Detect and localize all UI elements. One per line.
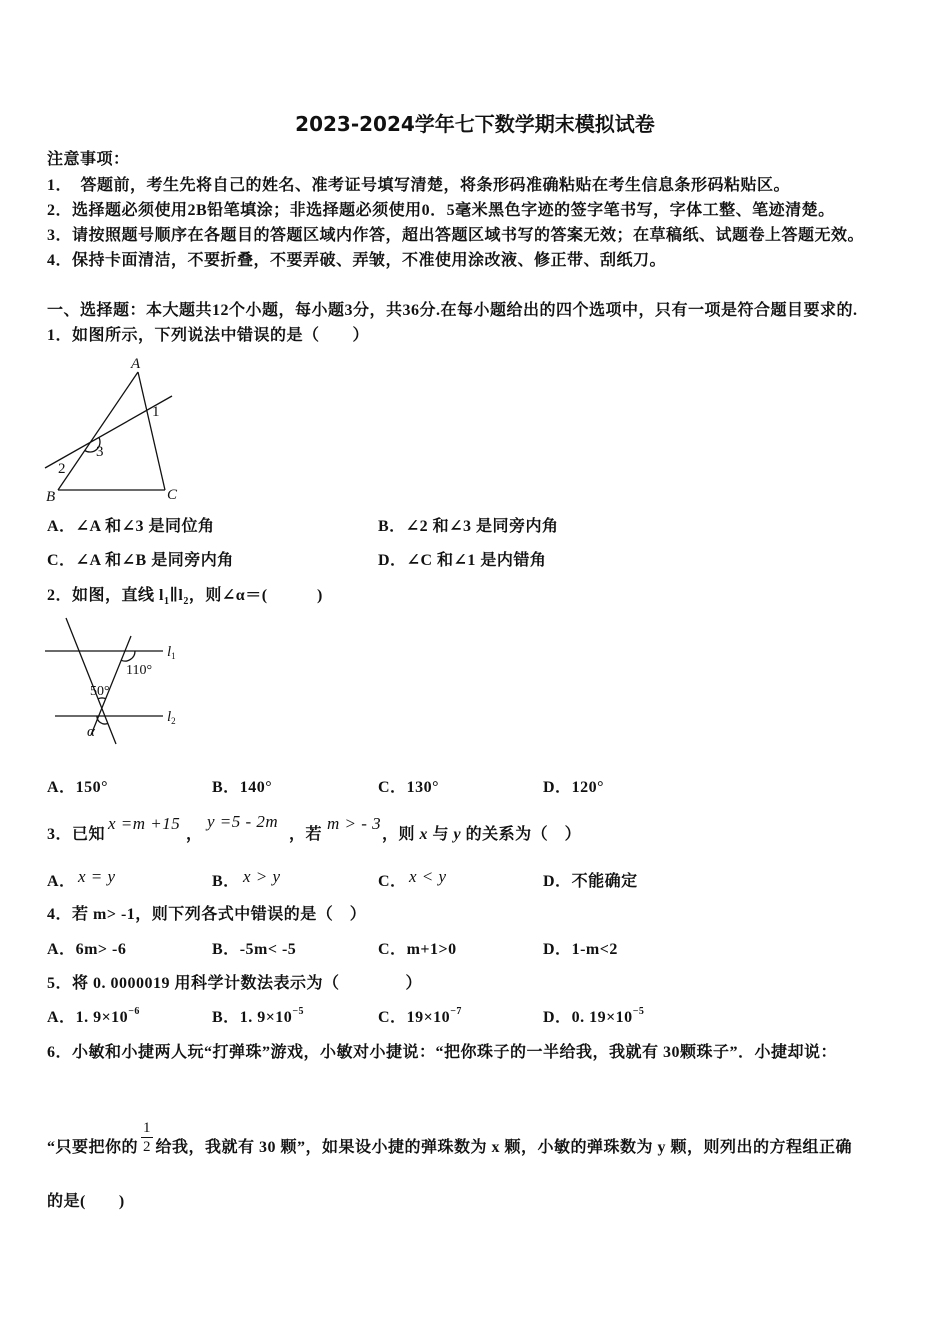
q1-option-c [47,552,234,570]
q2-stem [47,587,323,608]
q4-option-d [543,941,618,959]
q3-stem-part-6: 的关系为（ ） [461,826,582,843]
q3-stem-part-5: 与 [428,826,454,843]
q2-label-alpha: α [87,724,95,740]
q4-option-c [378,941,457,959]
q5-option-b-exponent: −5 [292,1005,305,1017]
q4-stem: 4．若 m> -1，则下列各式中错误的是（ ） [47,906,367,923]
q2-option-a-text: 150° [75,779,108,796]
q2-stem-sub-1: 1 [163,596,170,608]
q2-option-a [47,779,108,797]
q1-option-b [378,518,559,536]
q3-option-a-label: A． [47,873,76,890]
q2-option-b-label: B． [212,779,240,796]
q2-label-l2-sub: 2 [171,716,176,726]
q4-option-b [212,941,296,959]
q1-option-a-text: ∠A 和∠3 是同位角 [75,518,215,535]
q2-option-c-label: C． [378,779,407,796]
q6-fraction-numerator: 1 [143,1120,151,1136]
q5-option-b [212,1005,305,1027]
notice-item-3: 3．请按照题号顺序在各题目的答题区域内作答，超出答题区域书写的答案无效；在草稿纸、试题卷上答题无效。 [47,227,865,244]
q4-option-a-label: A． [47,941,76,958]
section-heading: 一、选择题：本大题共12个小题，每小题3分，共36分.在每小题给出的四个选项中，只有一项是符合题目要求的. [47,302,858,319]
q4-option-c-text: m+1>0 [406,941,457,958]
q3-stem-var-x: x [419,826,429,843]
q5-option-c-base: 19×10 [406,1009,451,1026]
q4-option-d-label: D． [543,941,572,958]
q3-stem-part-4: ，则 [382,826,420,843]
q2-figure-parallel-lines [40,612,188,750]
q3-option-c-label: C． [378,873,407,890]
q3-option-b-label: B． [212,873,240,890]
q3-option-d [543,873,638,891]
q5-option-d [543,1005,645,1027]
q3-stem-math-2: y =5 - 2m [207,812,279,831]
q6-line-2 [47,1120,853,1166]
q1-option-c-label: C． [47,552,76,569]
q1-label-a: A [131,356,141,372]
q2-option-d-text: 120° [571,779,604,796]
q1-label-b: B [46,489,56,505]
notice-item-2: 2．选择题必须使用2B铅笔填涂；非选择题必须使用0．5毫米黑色字迹的签字笔书写，字体工整、笔迹清楚。 [47,202,835,219]
q5-option-c-exponent: −7 [450,1005,462,1017]
q1-option-d [378,552,546,570]
q2-label-l2-letter: l [167,709,172,725]
q3-stem-part-2: ， [186,826,203,843]
q1-option-c-text: ∠A 和∠B 是同旁内角 [75,552,234,569]
q4-option-b-label: B． [212,941,240,958]
q3-stem-tail [382,826,581,844]
q1-segment-ab [58,372,138,490]
q1-figure-triangle [40,352,180,508]
q2-option-c-text: 130° [406,779,439,796]
q2-label-50: 50° [90,684,110,699]
q2-option-b [212,779,272,797]
q2-stem-part-2: ∥l [169,587,184,604]
q3-option-a-math: x = y [78,867,116,886]
q5-option-d-label: D． [543,1009,572,1026]
q6-line-1: 6．小敏和小捷两人玩“打弹珠”游戏，小敏对小捷说：“把你珠子的一半给我，我就有 30颗珠子”．小捷却说： [47,1044,838,1061]
notice-item-4: 4．保持卡面清洁，不要折叠，不要弄破、弄皱，不准使用涂改液、修正带、刮纸刀。 [47,252,667,269]
page-title: 2023-2024学年七下数学期末模拟试卷 [295,112,655,136]
q3-stem-part-1: 3．已知 [47,826,106,843]
q2-label-l1-letter: l [167,644,172,660]
q1-option-a [47,518,215,536]
q1-stem: 1．如图所示，下列说法中错误的是（ ） [47,327,370,344]
q5-option-d-exponent: −5 [632,1005,645,1017]
q3-stem-math-3: m > - 3 [327,814,382,833]
q1-option-a-label: A． [47,518,76,535]
q2-option-d [543,779,604,797]
notice-heading: 注意事项： [47,151,130,168]
q3-stem-var-y: y [453,826,462,843]
q4-option-c-label: C． [378,941,407,958]
q6-line-3: 的是( ) [47,1193,125,1210]
q6-line-2-post: 给我，我就有 30 颗”，如果设小捷的弹珠数为 x 颗，小敏的弹珠数为 y 颗，则列出的方程组正确 [155,1139,853,1157]
q5-option-b-label: B． [212,1009,240,1026]
q6-fraction [141,1120,153,1155]
q6-fraction-denominator: 2 [143,1139,151,1155]
q5-option-a-label: A． [47,1009,76,1026]
q5-option-d-base: 0. 19×10 [571,1009,633,1026]
q2-stem-sub-2: 2 [183,596,189,608]
q2-option-a-label: A． [47,779,76,796]
q4-option-d-text: 1-m<2 [571,941,618,958]
q5-option-b-base: 1. 9×10 [239,1009,293,1026]
q2-option-c [378,779,439,797]
q5-stem: 5．将 0. 0000019 用科学计数法表示为（ ） [47,975,423,992]
q1-segment-ac [138,372,165,490]
notice-item-1: 1． 答题前，考生先将自己的姓名、准考证号填写清楚，将条形码准确粘贴在考生信息条形码粘贴区。 [47,177,791,194]
q6-line-2-pre: “只要把你的 [47,1139,139,1157]
q5-option-c-label: C． [378,1009,407,1026]
q2-option-d-label: D． [543,779,572,796]
q4-option-a [47,941,126,959]
q1-label-3: 3 [96,444,104,460]
q2-stem-part-1: 2．如图，直线 l [47,587,164,604]
q5-option-a-base: 1. 9×10 [75,1009,129,1026]
q4-option-a-text: 6m> -6 [75,941,127,958]
q3-option-c-math: x < y [409,867,447,886]
q3-option-d-label: D． [543,873,572,890]
q2-label-l1-sub: 1 [171,651,176,661]
q1-option-d-label: D． [378,552,407,569]
q2-label-l2 [167,709,176,726]
q1-option-b-label: B． [378,518,406,535]
q5-option-c [378,1005,462,1027]
q1-label-c: C [167,487,178,503]
q3-stem-part-3: ，若 [289,826,323,843]
q1-label-1: 1 [152,404,160,420]
q1-label-2: 2 [58,461,66,477]
q2-stem-part-3: ，则∠α＝( ) [188,587,323,604]
q2-label-l1 [167,644,176,661]
q2-label-110: 110° [126,663,153,678]
q1-option-b-text: ∠2 和∠3 是同旁内角 [405,518,559,535]
q5-option-a [47,1005,140,1027]
q2-option-b-text: 140° [239,779,273,796]
q3-option-d-text: 不能确定 [571,873,638,890]
q3-stem-math-1: x =m +15 [108,814,181,833]
q1-option-d-text: ∠C 和∠1 是内错角 [406,552,547,569]
q4-option-b-text: -5m< -5 [239,941,297,958]
q3-option-b-math: x > y [243,867,281,886]
q5-option-a-exponent: −6 [128,1005,140,1017]
